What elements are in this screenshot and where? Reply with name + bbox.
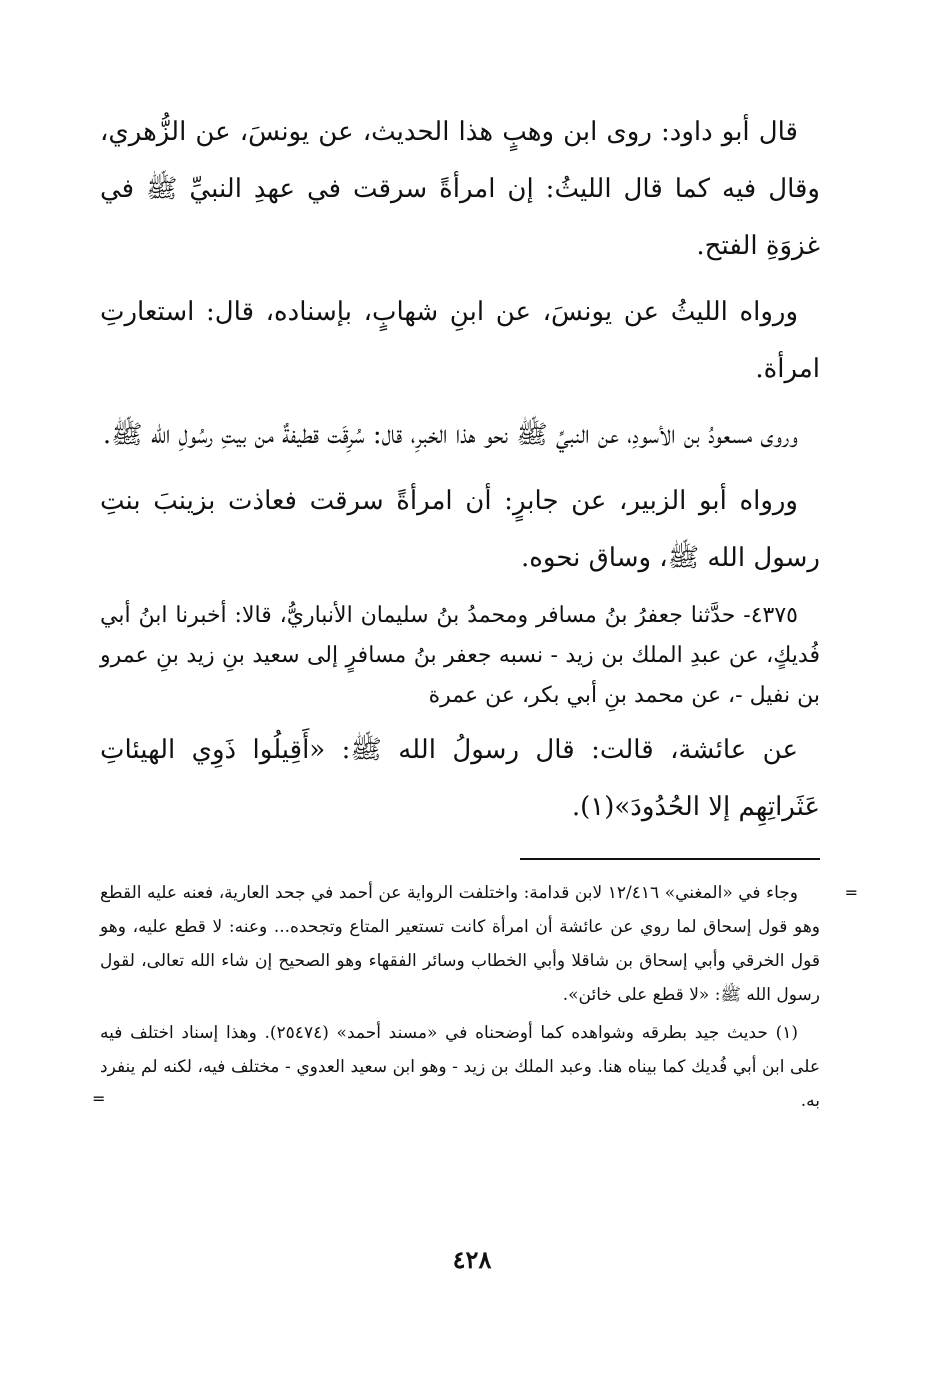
hadith-4375-isnad-text: ٤٣٧٥- حدَّثنا جعفرُ بنُ مسافر ومحمدُ بنُ سليمان الأنباريُّ، قالا: أخبرنا ابنُ أبي فُديكٍ، عن عبدِ الملك بن زيد - نسبه جعفر بنُ مسافرٍ إلى سعيد بنِ زيد بنِ عمرو بن نفيل -، عن محمد بنِ أبي بكر، عن عمرة [100,603,820,708]
hadith-4375-matn-text: عن عائشة، قالت: قال رسولُ الله ﷺ: «أَقِيلُوا ذَوِي الهيئاتِ عَثَراتِهِم إلا الحُدُودَ»(١). [100,735,820,822]
footnote-continued-text: وجاء في «المغني» ١٢/٤١٦ لابن قدامة: واختلفت الرواية عن أحمد في جحد العارية، فعنه عليه القطع وهو قول إسحاق لما روي عن عائشة أن امرأة كانت تستعير المتاع وتجحده... وعنه: لا قطع عليه، وهو قول الخرقي وأبي إسحاق بن شاقلا وأبي الخطاب وسائر الفقهاء وهو الصحيح إن شاء الله تعالى، لقول رسول الله ﷺ: «لا قطع على خائن». [100,883,820,1005]
footnote-divider [520,858,820,860]
hadith-4375-isnad [100,596,820,716]
footnote-1 [92,1016,820,1118]
paragraph-2 [100,284,820,398]
paragraph-3 [100,407,820,464]
paragraph-1-text: قال أبو داود: روى ابن وهبٍ هذا الحديث، عن يونسَ، عن الزُّهري، وقال فيه كما قال الليثُ: إن امرأةً سرقت في عهدِ النبيِّ ﷺ في غزوَةِ الفتح. [100,117,820,261]
continuation-mark-start: = [844,883,858,902]
footnote-1-text: (١) حديث جيد بطرقه وشواهده كما أوضحناه في «مسند أحمد» (٢٥٤٧٤). وهذا إسناد اختلف فيه على ابن أبي فُديك كما بيناه هنا. وعبد الملك بن زيد - وهو ابن سعيد العدوي - مختلف فيه، لكنه لم ينفرد به. [100,1023,820,1111]
continuation-mark-end: = [92,1089,106,1108]
paragraph-4-text: ورواه أبو الزبير، عن جابرٍ: أن امرأةً سرقت فعاذت بزينبَ بنتِ رسول الله ﷺ، وساق نحوه. [100,486,820,573]
footnote-continued [100,876,858,1012]
hadith-4375-matn [100,722,820,836]
page-body [92,104,858,1122]
page-number: ٤٢٨ [452,1245,492,1274]
paragraph-4 [100,473,820,587]
paragraph-1 [100,104,820,275]
paragraph-2-text: ورواه الليثُ عن يونسَ، عن ابنِ شهابٍ، بإسناده، قال: استعارتِ امرأة. [100,297,820,384]
footnotes [92,876,858,1118]
paragraph-3-text: وروى مسعودُ بن الأسودِ، عن النبيِّ ﷺ نحو هذا الخبرِ، قال: سُرِقَت قطيفةٌ من بيتِ رسُولِ الله ﷺ. [102,420,798,450]
main-text [100,104,820,836]
